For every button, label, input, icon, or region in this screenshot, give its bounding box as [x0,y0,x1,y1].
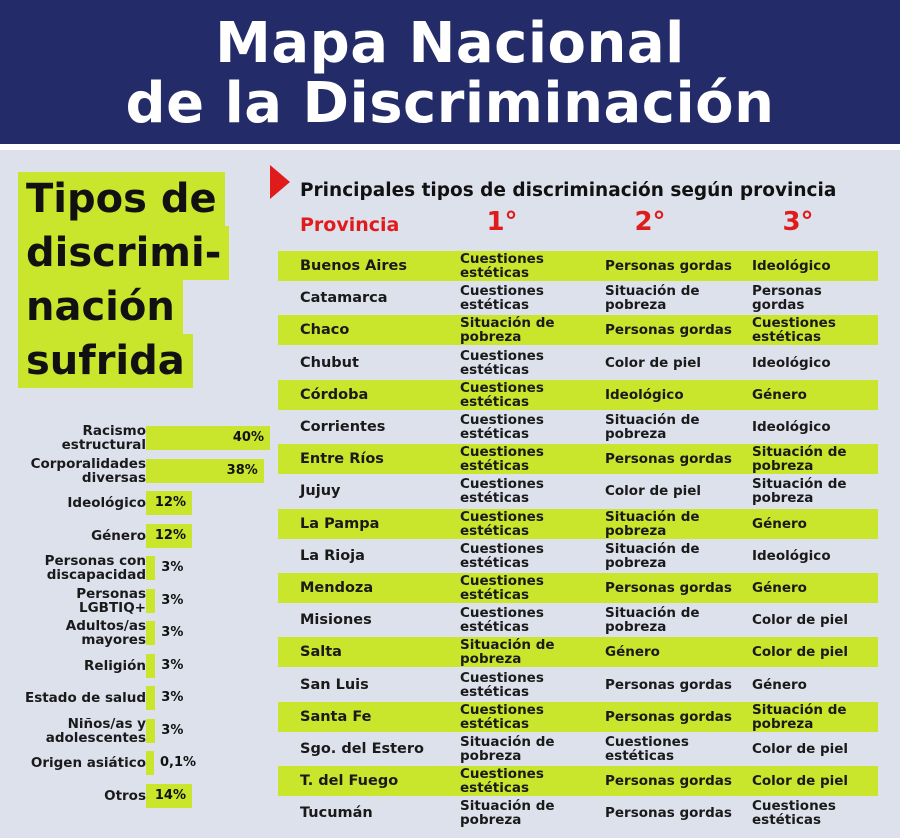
bar [146,621,155,645]
cell-provincia: Chubut [300,354,359,371]
table-row [278,605,878,635]
table-title: Principales tipos de discriminación según provincia [300,180,837,201]
cell-third: Personas gordas [752,283,822,314]
table-row [278,283,878,313]
cell-third: Situación de pobreza [752,444,847,475]
table-row [278,509,878,539]
table-row [278,315,878,345]
cell-third: Género [752,515,807,532]
cell-provincia: Córdoba [300,386,369,403]
cell-provincia: Tucumán [300,805,373,822]
bar-category-label: Adultos/as mayores [65,618,146,648]
bar [146,654,155,678]
cell-first: Situación de pobreza [460,734,555,764]
cell-provincia: Misiones [300,612,372,629]
bar-value-label: 14% [154,787,186,803]
bar-row [10,487,270,519]
bar-category-label: Estado de salud [24,690,146,706]
bar-category-label: Personas LGBTIQ+ [76,585,146,616]
cell-first: Cuestiones estéticas [460,347,544,378]
table-row [278,766,878,796]
cell-first: Cuestiones estéticas [460,573,544,603]
table-row [278,251,878,281]
cell-provincia: Buenos Aires [300,258,407,274]
cell-second: Situación de pobreza [605,412,700,442]
cell-third: Situación de pobreza [752,476,847,507]
page-title-line2: de la Discriminación [125,71,775,136]
bar-value-label: 3% [161,722,184,738]
cell-provincia: Chaco [300,322,350,339]
cell-provincia: Santa Fe [300,708,372,725]
cell-first: Cuestiones estéticas [460,605,544,636]
bar-row [10,422,270,454]
cell-first: Cuestiones estéticas [460,701,544,732]
table-row [278,380,878,410]
bar-value-label: 38% [226,462,258,478]
cell-third: Color de piel [752,612,849,629]
bar-category-label: Niños/as y adolescentes [45,715,146,746]
cell-provincia: Corrientes [300,419,386,435]
cell-first: Cuestiones estéticas [460,412,544,442]
table-row [278,734,878,764]
table-row [278,702,878,732]
bar-value-label: 12% [154,527,186,543]
column-header-third: 3° [782,207,814,237]
cell-second: Personas gordas [605,676,732,693]
bar-value-label: 3% [161,657,184,673]
table-row [278,573,878,603]
column-header-second: 2° [634,207,666,237]
cell-second: Color de piel [605,483,702,500]
column-header-provincia: Provincia [300,214,400,236]
bar-value-label: 3% [161,592,184,608]
bar-row [10,650,270,682]
cell-first: Cuestiones estéticas [460,508,544,539]
cell-second: Género [605,644,660,661]
chart-title-line: sufrida [18,334,193,388]
bar-category-label: Racismo estructural [61,423,146,453]
bar-value-label: 12% [154,495,186,510]
header-banner [0,0,900,150]
cell-third: Género [752,580,807,596]
cell-first: Cuestiones estéticas [460,669,544,700]
cell-first: Situación de pobreza [460,637,555,668]
cell-first: Cuestiones estéticas [460,444,544,475]
cell-second: Personas gordas [605,580,732,596]
cell-second: Personas gordas [605,451,732,468]
cell-second: Ideológico [605,386,684,403]
cell-second: Personas gordas [605,258,732,274]
cell-provincia: Salta [300,644,342,661]
bar-row [10,617,270,649]
cell-third: Ideológico [752,547,831,564]
bar-value-label: 3% [161,560,184,575]
table-row [278,798,878,828]
bar [146,719,155,743]
page-title-line1: Mapa Nacional [215,11,685,76]
bar-category-label: Género [91,527,146,544]
cell-second: Situación de pobreza [605,508,700,539]
bar [146,589,155,613]
cell-second: Personas gordas [605,805,732,822]
cell-first: Cuestiones estéticas [460,540,544,571]
bar-category-label: Corporalidades diversas [30,455,146,486]
bar-category-label: Religión [84,657,146,674]
bar-category-label: Personas con discapacidad [44,553,146,583]
cell-provincia: La Pampa [300,515,380,532]
cell-provincia: Mendoza [300,580,374,596]
bar-row [10,780,270,812]
cell-provincia: T. del Fuego [300,773,399,790]
cell-second: Situación de pobreza [605,283,700,314]
cell-second: Cuestiones estéticas [605,734,689,764]
cell-second: Situación de pobreza [605,540,700,571]
cell-third: Género [752,676,807,693]
cell-second: Personas gordas [605,708,732,725]
table-row [278,670,878,700]
cell-first: Cuestiones estéticas [460,379,544,410]
cell-provincia: Entre Ríos [300,451,384,468]
cell-second: Situación de pobreza [605,605,700,636]
bar-row [10,585,270,617]
table-row [278,637,878,667]
cell-third: Color de piel [752,644,849,661]
bar-value-label: 3% [161,690,184,705]
cell-third: Color de piel [752,741,849,757]
cell-third: Color de piel [752,773,849,790]
bar-value-label: 3% [161,625,184,640]
bar [146,751,154,775]
chart-title-line: nación [18,280,183,334]
chart-title [18,172,270,388]
cell-third: Ideológico [752,354,831,371]
bar-row [10,747,270,779]
chart-title-line: discrimi- [18,226,229,280]
cell-second: Personas gordas [605,773,732,790]
cell-provincia: Catamarca [300,290,388,307]
cell-provincia: Sgo. del Estero [300,741,424,757]
cell-third: Ideológico [752,258,831,274]
table-row [278,348,878,378]
cell-third: Situación de pobreza [752,701,847,732]
bar-category-label: Otros [104,787,146,804]
chart-title-line: Tipos de [18,172,225,226]
bar-value-label: 40% [232,430,264,445]
cell-provincia: Jujuy [300,483,341,500]
table-row [278,541,878,571]
cell-first: Cuestiones estéticas [460,476,544,507]
cell-third: Género [752,386,807,403]
cell-third: Ideológico [752,419,831,435]
column-header-first: 1° [486,207,518,237]
bar-row [10,520,270,552]
bar-category-label: Origen asiático [30,755,146,771]
cell-third: Cuestiones estéticas [752,798,836,829]
table-row [278,412,878,442]
table-row [278,444,878,474]
bar-row [10,715,270,747]
cell-second: Color de piel [605,354,702,371]
red-arrow-icon [270,165,290,199]
cell-first: Situación de pobreza [460,798,555,829]
bar-category-label: Ideológico [67,495,146,511]
cell-second: Personas gordas [605,322,732,339]
cell-first: Situación de pobreza [460,315,555,346]
table-row [278,476,878,506]
bar-row [10,682,270,714]
bar [146,556,155,580]
cell-provincia: La Rioja [300,547,365,564]
bar [146,686,155,710]
cell-first: Cuestiones estéticas [460,766,544,797]
bar-row [10,455,270,487]
cell-third: Cuestiones estéticas [752,315,836,346]
cell-provincia: San Luis [300,676,369,693]
cell-first: Cuestiones estéticas [460,251,544,281]
bar-value-label: 0,1% [160,755,197,770]
cell-first: Cuestiones estéticas [460,283,544,314]
bar-row [10,552,270,584]
